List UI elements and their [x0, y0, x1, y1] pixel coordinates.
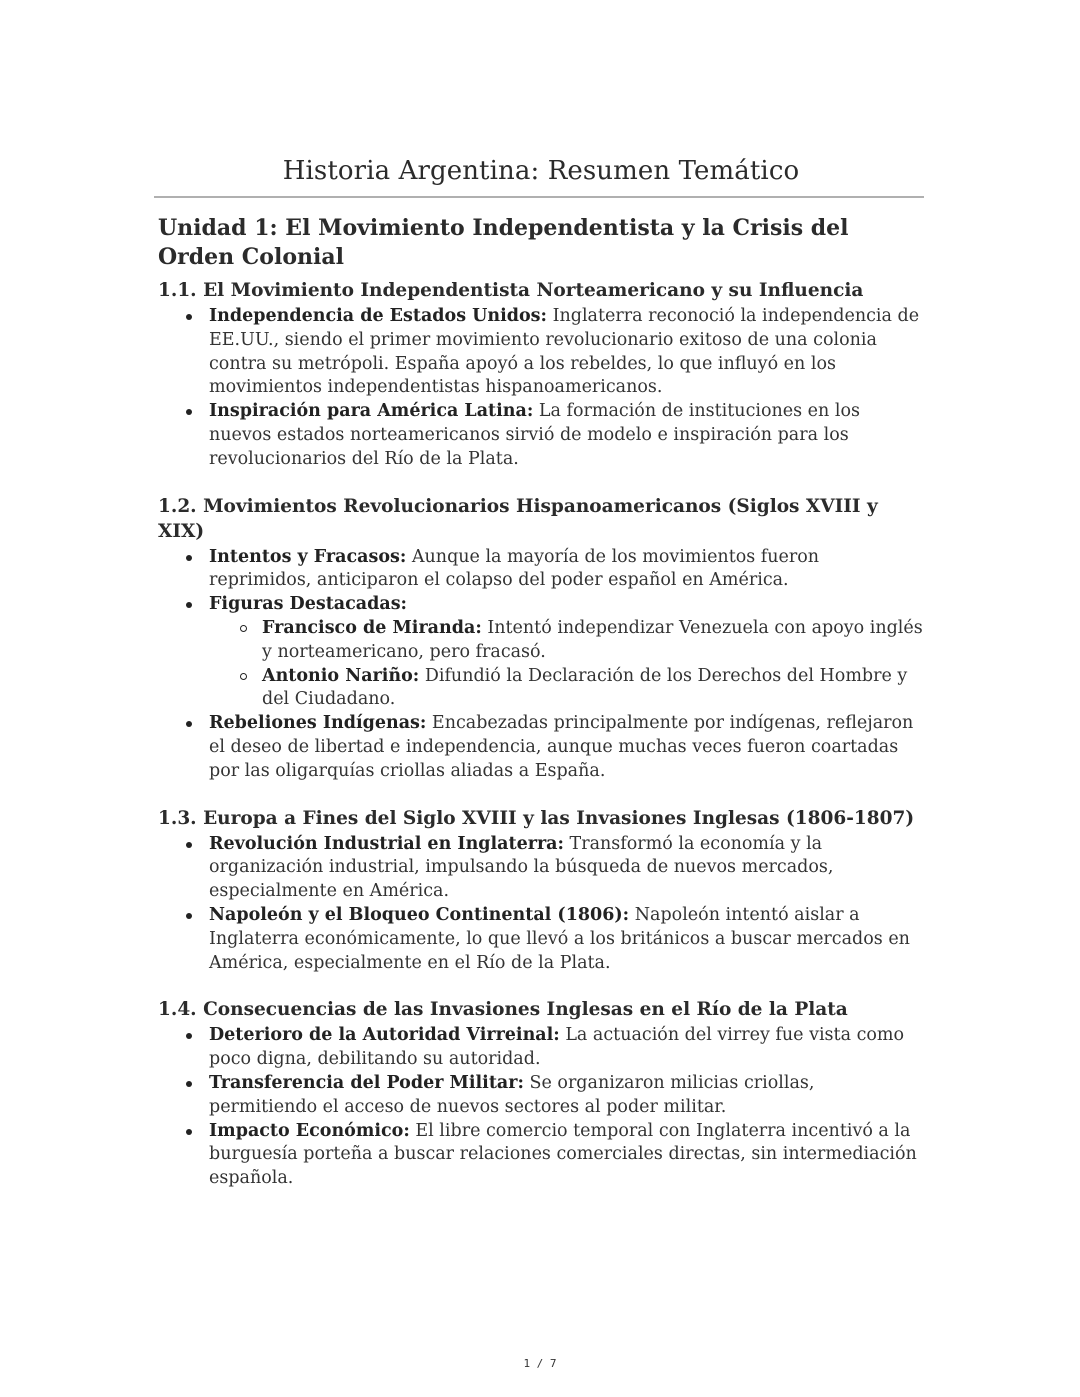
item-term: Francisco de Miranda: — [262, 617, 482, 638]
section-1-4 — [158, 997, 924, 1191]
bullet-icon — [186, 555, 192, 561]
section-title: 1.3. Europa a Fines del Siglo XVIII y las Invasiones Inglesas (1806-1807) — [158, 807, 915, 829]
page-number: 1 / 7 — [523, 1357, 557, 1370]
item-text: Intentó independizar Venezuela con apoyo inglés y norteamericano, pero fracasó. — [262, 617, 923, 662]
hollow-bullet-icon — [240, 625, 247, 632]
item-term: Rebeliones Indígenas: — [209, 713, 427, 734]
section-1-2 — [158, 494, 924, 784]
bullet-icon — [186, 1081, 192, 1087]
item-term: Transferencia del Poder Militar: — [209, 1072, 524, 1093]
item-text: La actuación del virrey fue vista como poco digna, debilitando su autoridad. — [209, 1025, 905, 1070]
section-title: 1.1. El Movimiento Independentista Norteamericano y su Influencia — [158, 280, 864, 301]
item-text: Inglaterra reconoció la independencia de EE.UU., siendo el primer movimiento revolucionario exitoso de una colonia contra su metrópoli. España apoyó a los rebeldes, lo que influyó en los movimientos independentistas hispanoamericanos. — [209, 306, 920, 398]
item-text: La formación de instituciones en los nuevos estados norteamericanos sirvió de modelo e inspiración para los revolucionarios del Río de la Plata. — [209, 401, 860, 469]
item-term: Antonio Nariño: — [262, 665, 420, 686]
item-term: Inspiración para América Latina: — [209, 401, 534, 422]
bullet-icon — [186, 1129, 192, 1135]
bullet-list — [158, 546, 924, 784]
bullet-icon — [186, 721, 192, 727]
section-title: 1.2. Movimientos Revolucionarios Hispanoamericanos (Siglos XVIII y XIX) — [158, 495, 878, 542]
sub-list-item — [209, 665, 924, 713]
document-page — [158, 150, 924, 1213]
bullet-list — [158, 305, 924, 472]
sub-bullet-list — [209, 617, 924, 712]
list-item — [158, 904, 924, 975]
list-item — [158, 1072, 924, 1120]
document-title: Historia Argentina: Resumen Temático — [282, 156, 800, 186]
title-divider — [154, 196, 924, 198]
item-text: Difundió la Declaración de los Derechos del Hombre y del Ciudadano. — [262, 665, 908, 710]
bullet-list — [158, 1024, 924, 1191]
bullet-icon — [186, 842, 192, 848]
item-text: Se organizaron milicias criollas, permitiendo el acceso de nuevos sectores al poder militar. — [209, 1072, 815, 1117]
list-item — [158, 546, 924, 594]
list-item — [158, 593, 924, 712]
bullet-icon — [186, 913, 192, 919]
item-term: Deterioro de la Autoridad Virreinal: — [209, 1025, 560, 1046]
item-term: Revolución Industrial en Inglaterra: — [209, 833, 564, 854]
section-1-3 — [158, 806, 924, 976]
bullet-icon — [186, 602, 192, 608]
list-item — [158, 833, 924, 904]
section-title: 1.4. Consecuencias de las Invasiones Inglesas en el Río de la Plata — [158, 999, 848, 1021]
item-text: Transformó la economía y la organización industrial, impulsando la búsqueda de nuevos mercados, especialmente en América. — [209, 833, 834, 902]
item-term: Impacto Económico: — [209, 1120, 410, 1141]
unit-title: Unidad 1: El Movimiento Independentista y la Crisis del Orden Colonial — [158, 215, 849, 270]
sub-list-item — [209, 617, 924, 665]
item-term: Figuras Destacadas: — [209, 594, 408, 615]
item-term: Napoleón y el Bloqueo Continental (1806): — [209, 904, 630, 925]
list-item — [158, 400, 924, 471]
bullet-icon — [186, 314, 192, 320]
bullet-icon — [186, 409, 192, 415]
hollow-bullet-icon — [240, 673, 247, 680]
list-item — [158, 712, 924, 783]
list-item — [158, 305, 924, 400]
item-term: Intentos y Fracasos: — [209, 546, 407, 567]
bullet-icon — [186, 1033, 192, 1039]
item-text: El libre comercio temporal con Inglaterra incentivó a la burguesía porteña a buscar relaciones comerciales directas, sin intermediación española. — [209, 1120, 917, 1189]
bullet-list — [158, 833, 924, 976]
section-1-1 — [158, 278, 924, 472]
item-text: Encabezadas principalmente por indígenas, reflejaron el deseo de libertad e independencia, aunque muchas veces fueron coartadas por las oligarquías criollas aliadas a España. — [209, 713, 914, 781]
item-term: Independencia de Estados Unidos: — [209, 306, 547, 326]
item-text: Napoleón intentó aislar a Inglaterra económicamente, lo que llevó a los británicos a buscar mercados en América, especialmente en el Río de la Plata. — [209, 904, 910, 973]
list-item — [158, 1024, 924, 1072]
list-item — [158, 1120, 924, 1191]
item-text: Aunque la mayoría de los movimientos fueron reprimidos, anticiparon el colapso del poder español en América. — [209, 546, 820, 591]
